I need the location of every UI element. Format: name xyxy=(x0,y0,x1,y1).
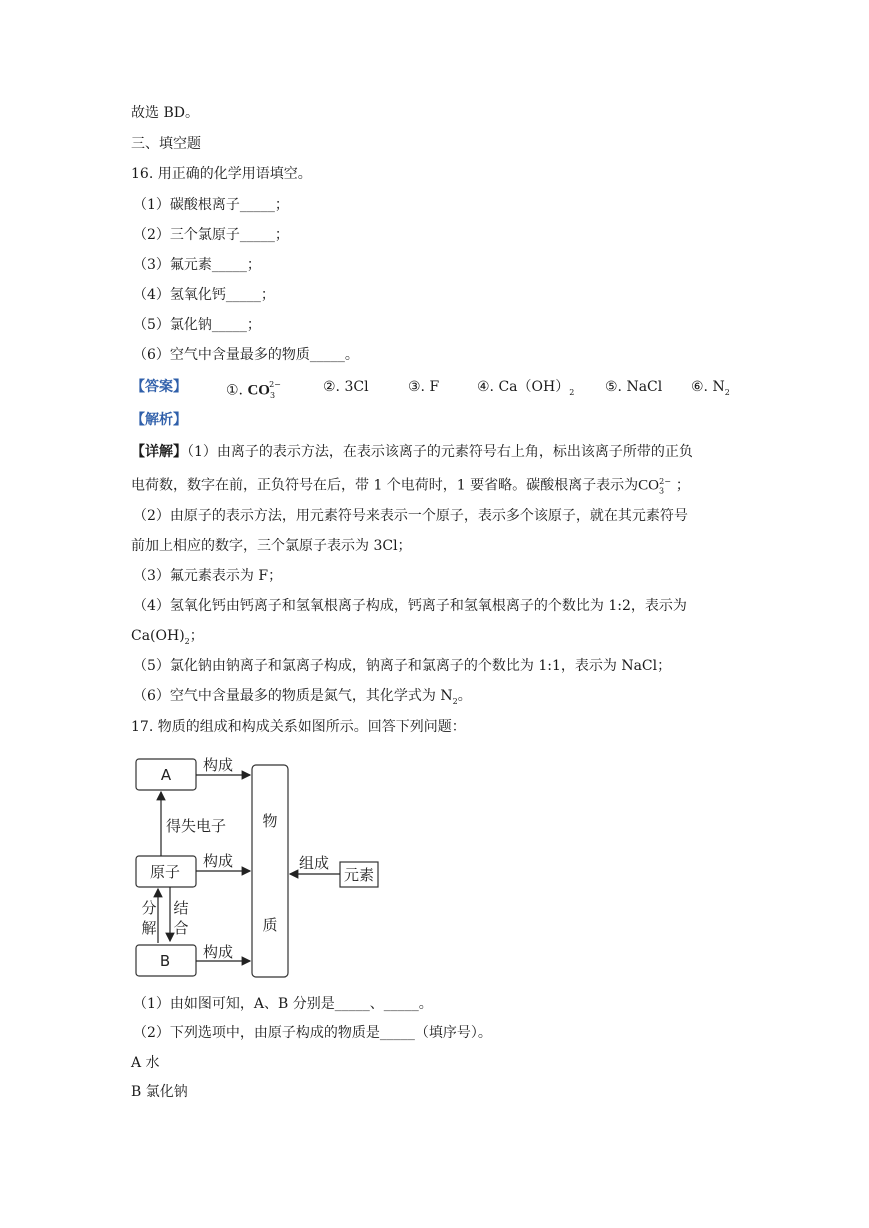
q16-sub-1: （1）碳酸根离子_____； xyxy=(133,197,289,213)
box-atom-label: 原子 xyxy=(149,863,181,881)
box-substance-wu: 物 xyxy=(262,812,278,830)
label-fen: 分 xyxy=(141,899,157,917)
q16-sub-5: （5）氯化钠_____； xyxy=(133,317,261,333)
analysis-tag: 【解析】 xyxy=(131,412,187,428)
box-element-label: 元素 xyxy=(343,866,375,884)
box-substance xyxy=(252,765,288,977)
composition-diagram xyxy=(128,755,388,985)
detail-p4a: （4）氢氧化钙由钙离子和氢氧根离子构成，钙离子和氢氧根离子的个数比为 1:2，表示为 xyxy=(133,598,687,614)
q16-sub-3: （3）氟元素_____； xyxy=(133,257,261,273)
answer-6: ⑥. $N_2$ xyxy=(691,379,730,397)
answer-line xyxy=(131,377,741,401)
question-17-title: 17. 物质的组成和构成关系如图所示。回答下列问题： xyxy=(131,719,466,735)
label-goucheng-2: 构成 xyxy=(202,852,234,870)
detail-p2b: 前加上相应的数字，三个氯原子表示为 3Cl； xyxy=(131,538,412,554)
label-goucheng-3: 构成 xyxy=(202,943,234,961)
detail-p3: （3）氟元素表示为 F； xyxy=(133,568,283,584)
detail-p2a: （2）由原子的表示方法，用元素符号来表示一个原子，表示多个该原子，就在其元素符号 xyxy=(133,508,688,524)
label-he: 合 xyxy=(173,919,189,937)
answer-5: ⑤. NaCl xyxy=(605,379,663,395)
answer-3: ③. F xyxy=(408,379,440,395)
q17-option-b: B 氯化钠 xyxy=(131,1084,188,1100)
q16-sub-6: （6）空气中含量最多的物质_____。 xyxy=(133,347,359,363)
detail-p4b: $Ca(OH)_2$； xyxy=(131,628,204,646)
question-16-title: 16. 用正确的化学用语填空。 xyxy=(131,166,312,182)
answer-1: ①. $CO_3^{2-}$ xyxy=(226,380,281,401)
q16-sub-2: （2）三个氯原子_____； xyxy=(133,227,289,243)
q17-sub-2: （2）下列选项中，由原子构成的物质是_____（填序号）。 xyxy=(133,1025,492,1041)
label-jie: 解 xyxy=(141,919,157,937)
answer-2: ②. 3Cl xyxy=(323,379,369,395)
q17-sub-1: （1）由如图可知，A、B 分别是_____、_____。 xyxy=(133,996,433,1012)
answer-4: ④. $Ca(OH)_2$ xyxy=(477,379,575,397)
label-jie2: 结 xyxy=(173,899,189,917)
detail-p1a: 【详解】（1）由离子的表示方法，在表示该离子的元素符号右上角，标出该离子所带的正负 xyxy=(131,444,693,460)
box-a-label: A xyxy=(160,766,172,784)
label-deshi: 得失电子 xyxy=(165,817,227,835)
detail-p1b: 电荷数，数字在前，正负符号在后，带 1 个电荷时，1 要省略。碳酸根离子表示为$CO_3^{2-}$ ； xyxy=(131,477,690,496)
q17-option-a: A 水 xyxy=(131,1055,160,1071)
prev-answer-line: 故选 BD。 xyxy=(131,105,199,121)
detail-p5: （5）氯化钠由钠离子和氯离子构成，钠离子和氯离子的个数比为 1:1，表示为 NaCl； xyxy=(133,658,672,674)
box-substance-zhi: 质 xyxy=(262,916,278,934)
label-zucheng: 组成 xyxy=(298,854,330,872)
detail-p6: （6）空气中含量最多的物质是氮气，其化学式为 $N_2$。 xyxy=(133,688,472,706)
box-b-label: B xyxy=(159,952,171,970)
label-goucheng-1: 构成 xyxy=(202,756,234,774)
section-heading: 三、填空题 xyxy=(131,136,201,152)
answer-tag: 【答案】 xyxy=(131,379,187,395)
q16-sub-4: （4）氢氧化钙_____； xyxy=(133,287,275,303)
